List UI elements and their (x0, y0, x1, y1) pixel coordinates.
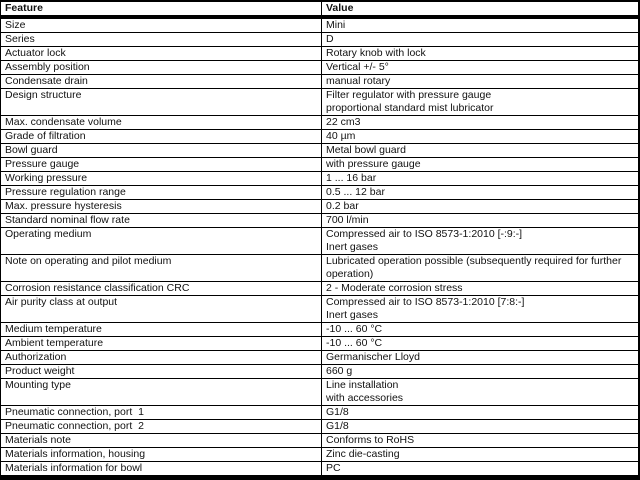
header-value (322, 2, 638, 15)
value-text: Conforms to RoHS (326, 434, 415, 446)
value-text: 2 - Moderate corrosion stress (326, 282, 463, 294)
feature-cell (1, 89, 322, 115)
value-text: Vertical +/- 5° (326, 61, 389, 73)
feature-text: Ambient temperature (5, 337, 104, 349)
table-row (1, 61, 638, 75)
value-text: Filter regulator with pressure gauge (326, 89, 492, 101)
feature-text: Product weight (5, 365, 75, 377)
table-row (1, 462, 638, 476)
feature-cell (1, 130, 322, 143)
table-row (1, 144, 638, 158)
value-text: 660 g (326, 365, 353, 377)
feature-cell (1, 144, 322, 157)
feature-cell (1, 365, 322, 378)
table-row (1, 434, 638, 448)
value-cell (322, 75, 638, 88)
feature-text: Air purity class at output (5, 296, 118, 308)
table-row (1, 255, 638, 282)
feature-cell (1, 186, 322, 199)
table-row (1, 337, 638, 351)
value-cell (322, 130, 638, 143)
table-row (1, 172, 638, 186)
feature-cell (1, 282, 322, 295)
value-cell (322, 200, 638, 213)
value-cell (322, 462, 638, 475)
value-text: Rotary knob with lock (326, 47, 426, 59)
feature-cell (1, 158, 322, 171)
table-row (1, 47, 638, 61)
feature-cell (1, 420, 322, 433)
feature-cell (1, 351, 322, 364)
value-text: 22 cm3 (326, 116, 361, 128)
value-text: Germanischer Lloyd (326, 351, 420, 363)
value-text: 700 l/min (326, 214, 369, 226)
table-row (1, 19, 638, 33)
feature-cell (1, 33, 322, 46)
value-cell (322, 89, 638, 115)
feature-cell (1, 200, 322, 213)
feature-text: Operating medium (5, 228, 92, 240)
table-row (1, 323, 638, 337)
feature-cell (1, 406, 322, 419)
table-body (1, 19, 638, 476)
value-cell (322, 116, 638, 129)
value-cell (322, 172, 638, 185)
value-text: manual rotary (326, 75, 391, 87)
feature-cell (1, 214, 322, 227)
feature-cell (1, 448, 322, 461)
value-cell (322, 186, 638, 199)
value-cell (322, 282, 638, 295)
value-text: with accessories (326, 392, 404, 404)
table-row (1, 406, 638, 420)
table-row (1, 158, 638, 172)
value-cell (322, 158, 638, 171)
value-text: 0.5 ... 12 bar (326, 186, 385, 198)
feature-text: Bowl guard (5, 144, 58, 156)
value-cell (322, 337, 638, 350)
feature-text: Condensate drain (5, 75, 88, 87)
feature-cell (1, 296, 322, 322)
feature-text: Materials note (5, 434, 71, 446)
value-text: Inert gases (326, 241, 378, 253)
feature-text: Mounting type (5, 379, 71, 391)
value-text: -10 ... 60 °C (326, 323, 383, 335)
value-text: Line installation (326, 379, 399, 391)
value-text: Metal bowl guard (326, 144, 406, 156)
feature-cell (1, 61, 322, 74)
value-cell (322, 144, 638, 157)
feature-text: Materials information, housing (5, 448, 146, 460)
table-row (1, 379, 638, 406)
feature-cell (1, 116, 322, 129)
table-row (1, 89, 638, 116)
feature-text: Standard nominal flow rate (5, 214, 130, 226)
feature-text: Actuator lock (5, 47, 66, 59)
feature-cell (1, 19, 322, 32)
feature-text: Medium temperature (5, 323, 102, 335)
feature-cell (1, 337, 322, 350)
value-text: Compressed air to ISO 8573-1:2010 [-:9:-] (326, 228, 523, 240)
value-text: Inert gases (326, 309, 378, 321)
value-text: operation) (326, 268, 374, 280)
header-feature-label: Feature (5, 2, 43, 14)
value-cell (322, 228, 638, 254)
feature-text: Series (5, 33, 35, 45)
value-text: PC (326, 462, 341, 474)
value-text: Mini (326, 19, 346, 31)
table-row (1, 116, 638, 130)
value-cell (322, 214, 638, 227)
table-row (1, 214, 638, 228)
feature-cell (1, 379, 322, 405)
feature-cell (1, 434, 322, 447)
value-text: Lubricated operation possible (subsequently required for further (326, 255, 622, 267)
table-row (1, 33, 638, 47)
feature-text: Grade of filtration (5, 130, 86, 142)
table-row (1, 420, 638, 434)
value-text: 0.2 bar (326, 200, 359, 212)
value-cell (322, 61, 638, 74)
feature-text: Note on operating and pilot medium (5, 255, 172, 267)
value-text: D (326, 33, 334, 45)
feature-text: Max. condensate volume (5, 116, 122, 128)
table-header (1, 2, 638, 15)
feature-cell (1, 228, 322, 254)
feature-cell (1, 75, 322, 88)
feature-cell (1, 462, 322, 475)
value-cell (322, 434, 638, 447)
feature-text: Pneumatic connection, port 2 (5, 420, 144, 432)
table-row (1, 75, 638, 89)
value-text: Compressed air to ISO 8573-1:2010 [7:8:-] (326, 296, 525, 308)
value-cell (322, 19, 638, 32)
table-row (1, 448, 638, 462)
feature-text: Pneumatic connection, port 1 (5, 406, 144, 418)
feature-text: Pressure regulation range (5, 186, 126, 198)
value-cell (322, 296, 638, 322)
value-cell (322, 448, 638, 461)
value-cell (322, 323, 638, 336)
feature-text: Working pressure (5, 172, 88, 184)
value-cell (322, 406, 638, 419)
feature-text: Authorization (5, 351, 67, 363)
value-text: with pressure gauge (326, 158, 421, 170)
feature-text: Corrosion resistance classification CRC (5, 282, 190, 294)
feature-text: Max. pressure hysteresis (5, 200, 122, 212)
feature-cell (1, 47, 322, 60)
value-text: G1/8 (326, 420, 349, 432)
feature-cell (1, 255, 322, 281)
table-row (1, 365, 638, 379)
header-value-label: Value (326, 2, 354, 14)
feature-text: Size (5, 19, 26, 31)
value-cell (322, 33, 638, 46)
feature-cell (1, 323, 322, 336)
value-text: G1/8 (326, 406, 349, 418)
value-text: Zinc die-casting (326, 448, 400, 460)
feature-text: Pressure gauge (5, 158, 80, 170)
value-cell (322, 47, 638, 60)
table-row (1, 296, 638, 323)
feature-text: Materials information for bowl (5, 462, 143, 474)
value-text: -10 ... 60 °C (326, 337, 383, 349)
table-row (1, 282, 638, 296)
table-row (1, 228, 638, 255)
feature-text: Design structure (5, 89, 82, 101)
bottom-border (1, 476, 638, 480)
table-row (1, 130, 638, 144)
table-row (1, 200, 638, 214)
table-row (1, 186, 638, 200)
value-text: 1 ... 16 bar (326, 172, 377, 184)
table-row (1, 351, 638, 365)
feature-cell (1, 172, 322, 185)
value-text: 40 µm (326, 130, 356, 142)
feature-text: Assembly position (5, 61, 90, 73)
value-cell (322, 420, 638, 433)
value-text: proportional standard mist lubricator (326, 102, 494, 114)
value-cell (322, 255, 638, 281)
header-feature (1, 2, 322, 15)
value-cell (322, 365, 638, 378)
value-cell (322, 351, 638, 364)
value-cell (322, 379, 638, 405)
